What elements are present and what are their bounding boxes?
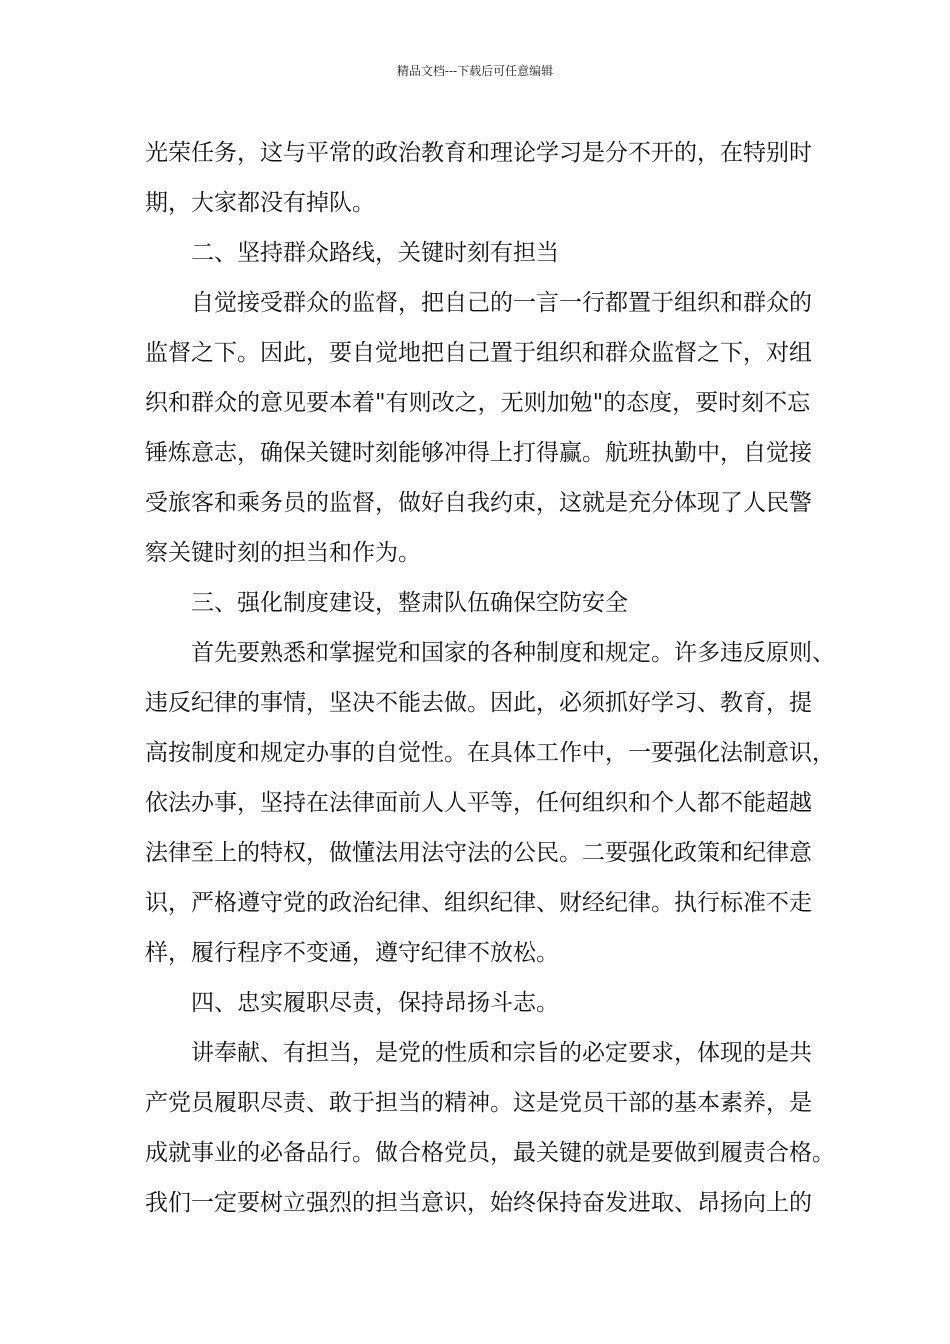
text-line: 锤炼意志，确保关键时刻能够冲得上打得赢。航班执勤中，自觉接: [145, 440, 812, 466]
text-line: 我们一定要树立强烈的担当意识，始终保持奋发进取、昂扬向上的: [145, 1190, 812, 1216]
text-line: 首先要熟悉和掌握党和国家的各种制度和规定。许多违反原则、: [145, 640, 835, 666]
text-line: 自觉接受群众的监督，把自己的一言一行都置于组织和群众的: [145, 290, 812, 316]
text-line: 讲奉献、有担当，是党的性质和宗旨的必定要求，体现的是共: [145, 1040, 812, 1066]
text-line: 违反纪律的事情，坚决不能去做。因此，必须抓好学习、教育，提: [145, 690, 812, 716]
page-header: 精品文档---下载后可任意编辑: [396, 64, 554, 78]
section-heading: 三、强化制度建设，整肃队伍确保空防安全: [145, 590, 628, 616]
text-line: 成就事业的必备品行。做合格党员，最关键的就是要做到履责合格。: [145, 1140, 835, 1166]
text-line: 期，大家都没有掉队。: [145, 190, 375, 216]
text-line: 样，履行程序不变通，遵守纪律不放松。: [145, 940, 559, 966]
text-line: 依法办事，坚持在法律面前人人平等，任何组织和个人都不能超越: [145, 790, 812, 816]
text-line: 识，严格遵守党的政治纪律、组织纪律、财经纪律。执行标准不走: [145, 890, 812, 916]
text-line: 受旅客和乘务员的监督，做好自我约束，这就是充分体现了人民警: [145, 490, 812, 516]
section-heading: 四、忠实履职尽责，保持昂扬斗志。: [145, 990, 559, 1016]
text-line: 监督之下。因此，要自觉地把自己置于组织和群众监督之下，对组: [145, 340, 812, 366]
text-line: 法律至上的特权，做懂法用法守法的公民。二要强化政策和纪律意: [145, 840, 812, 866]
document-body: [145, 128, 835, 1228]
section-heading: 二、坚持群众路线，关键时刻有担当: [145, 240, 559, 266]
text-line: 织和群众的意见要本着"有则改之，无则加勉"的态度，要时刻不忘: [145, 390, 811, 416]
text-line: 察关键时刻的担当和作为。: [145, 540, 421, 566]
text-line: 高按制度和规定办事的自觉性。在具体工作中，一要强化法制意识，: [145, 740, 835, 766]
text-line: 产党员履职尽责、敢于担当的精神。这是党员干部的基本素养，是: [145, 1090, 812, 1116]
text-line: 光荣任务，这与平常的政治教育和理论学习是分不开的，在特别时: [145, 140, 812, 166]
